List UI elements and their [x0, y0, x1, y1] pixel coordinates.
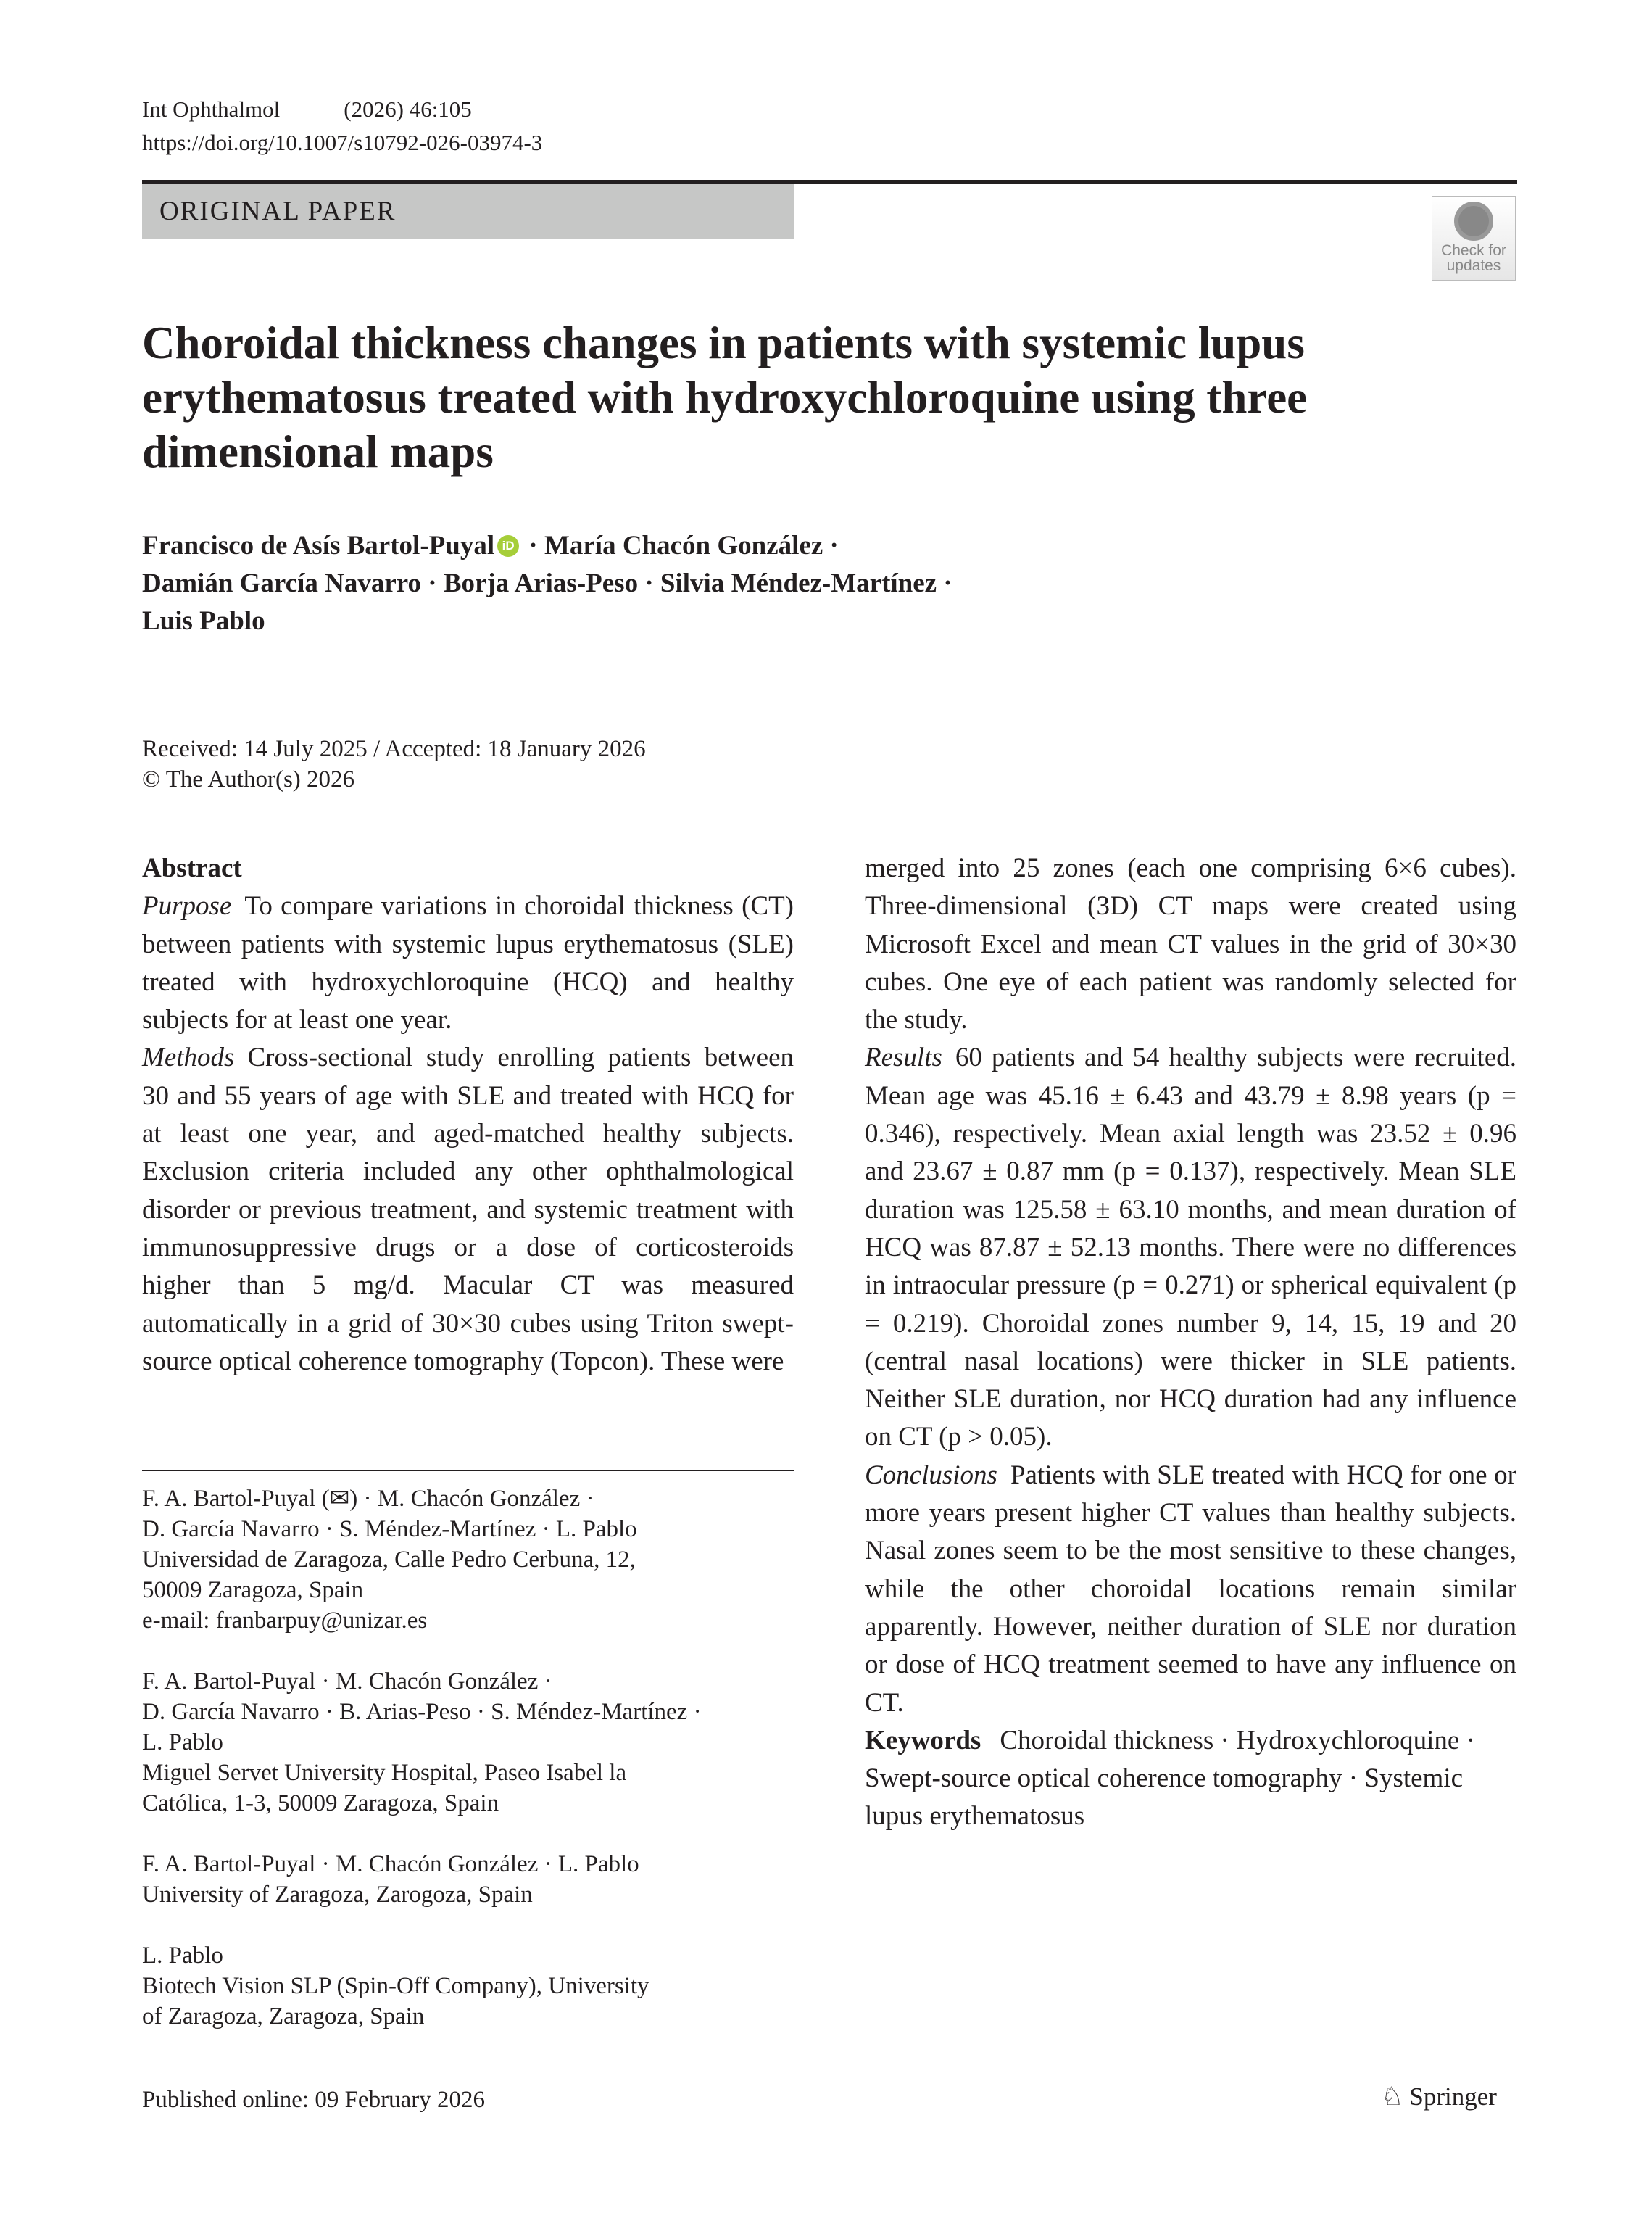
affiliation-line: L. Pablo — [142, 1942, 223, 1969]
crossmark-icon — [1454, 202, 1493, 241]
affiliation-line: of Zaragoza, Zaragoza, Spain — [142, 2003, 425, 2030]
affiliation-line: F. A. Bartol-Puyal · M. Chacón González · — [142, 1668, 552, 1695]
springer-horse-icon: ♘ — [1381, 2082, 1404, 2111]
doi-link[interactable]: https://doi.org/10.1007/s10792-026-03974-3 — [142, 130, 543, 155]
journal-name: Int Ophthalmol — [142, 96, 281, 122]
methods-text: Cross-sectional study enrolling patients between 30 and 55 years of age with SLE and treated with HCQ for at least one year, and aged-matched healthy subjects. Exclusion criteria included any other ophthalmological disorder or previous treatment, and systemic treatment with immunosuppressive drugs or a dose of corticosteroids higher than 5 mg/d. Macular CT was measured automatically in a grid of 30×30 cubes using Triton swept-source optical coherence tomography (Topcon). These were — [142, 1043, 794, 1376]
affiliation-group — [142, 1484, 794, 1636]
affiliation-line: e-mail: franbarpuy@unizar.es — [142, 1608, 428, 1634]
affiliation-group — [142, 1666, 794, 1819]
author-name: · María Chacón González · — [522, 531, 839, 560]
article-dates — [142, 734, 646, 795]
affiliation-line: Universidad de Zaragoza, Calle Pedro Cerbuna, 12, — [142, 1547, 636, 1573]
keywords-label: Keywords — [865, 1725, 981, 1755]
keywords — [865, 1722, 1516, 1836]
abstract-right-column — [865, 850, 1516, 1836]
affiliation-group — [142, 1849, 794, 1910]
methods-text-continued: merged into 25 zones (each one comprising 6×6 cubes). Three-dimensional (3D) CT maps were created using Microsoft Excel and mean CT values in the grid of 30×30 cubes. One eye of each patient was randomly selected for the study. — [865, 853, 1516, 1035]
affiliation-line: Biotech Vision SLP (Spin-Off Company), University — [142, 1973, 649, 1999]
abstract-methods — [142, 1039, 794, 1381]
results-text: 60 patients and 54 healthy subjects were recruited. Mean age was 45.16 ± 6.43 and 43.79 ± 8.98 years (p = 0.346), respectively. Mean axial length was 23.52 ± 0.96 and 23.67 ± 0.87 mm (p = 0.137), respectively. Mean SLE duration was 125.58 ± 63.10 months, and mean duration of HCQ was 87.87 ± 52.13 months. There were no differences in intraocular pressure (p = 0.271) or spherical equivalent (p = 0.219). Choroidal zones number 9, 14, 15, 19 and 20 (central nasal locations) were thicker in SLE patients. Neither SLE duration, nor HCQ duration had any influence on CT (p > 0.05). — [865, 1043, 1516, 1452]
affiliations — [142, 1484, 794, 2062]
affiliation-line: 50009 Zaragoza, Spain — [142, 1577, 364, 1603]
author-name[interactable]: Francisco de Asís Bartol-Puyal — [142, 531, 495, 560]
abstract-purpose — [142, 887, 794, 1039]
affiliation-line: F. A. Bartol-Puyal · M. Chacón González · L. Pablo — [142, 1851, 639, 1877]
abstract-left-column — [142, 850, 794, 1381]
publisher-logo — [1381, 2082, 1497, 2111]
affiliation-group — [142, 1940, 794, 2032]
abstract-heading: Abstract — [142, 853, 242, 883]
affiliation-line: Católica, 1-3, 50009 Zaragoza, Spain — [142, 1790, 499, 1816]
affiliation-line: Miguel Servet University Hospital, Paseo Isabel la — [142, 1760, 627, 1786]
orcid-icon[interactable]: iD — [497, 535, 519, 557]
article-type: ORIGINAL PAPER — [159, 196, 397, 226]
received-accepted: Received: 14 July 2025 / Accepted: 18 January 2026 — [142, 736, 646, 762]
footnote-rule — [142, 1470, 794, 1471]
publisher-name: Springer — [1409, 2082, 1497, 2111]
article-type-box — [142, 184, 794, 239]
paper-title: Choroidal thickness changes in patients with systemic lupus erythematosus treated with hydroxychloroquine using three dimensional maps — [142, 318, 1308, 477]
author-line: Luis Pablo — [142, 606, 265, 636]
purpose-label: Purpose — [142, 891, 232, 922]
badge-line-2: updates — [1446, 257, 1501, 274]
volume-info: (2026) 46:105 — [344, 96, 472, 122]
abstract-conclusions — [865, 1457, 1516, 1722]
check-for-updates-badge[interactable] — [1432, 196, 1516, 281]
affiliation-line: L. Pablo — [142, 1729, 223, 1755]
keywords-text: Choroidal thickness · Hydroxychloroquine · Swept-source optical coherence tomography · Systemic lupus erythematosus — [865, 1725, 1475, 1832]
affiliation-line: F. A. Bartol-Puyal (✉) · M. Chacón González · — [142, 1486, 594, 1512]
affiliation-line: D. García Navarro · B. Arias-Peso · S. Méndez-Martínez · — [142, 1699, 702, 1725]
conclusions-text: Patients with SLE treated with HCQ for one or more years present higher CT values than healthy subjects. Nasal zones seem to be the most sensitive to these changes, while the other choroidal locations remain similar apparently. However, neither duration of SLE nor duration or dose of HCQ treatment seemed to have any influence on CT. — [865, 1460, 1516, 1718]
author-list — [142, 527, 1374, 640]
purpose-text: To compare variations in choroidal thickness (CT) between patients with systemic lupus erythematosus (SLE) treated with hydroxychloroquine (HCQ) and healthy subjects for at least one year. — [142, 891, 794, 1035]
copyright: © The Author(s) 2026 — [142, 766, 355, 793]
abstract-results — [865, 1039, 1516, 1456]
affiliation-line: University of Zaragoza, Zarogoza, Spain — [142, 1882, 533, 1908]
badge-line-1: Check for — [1441, 242, 1506, 259]
methods-label: Methods — [142, 1043, 235, 1073]
results-label: Results — [865, 1043, 942, 1073]
affiliation-line: D. García Navarro · S. Méndez-Martínez · L. Pablo — [142, 1516, 637, 1542]
conclusions-label: Conclusions — [865, 1460, 997, 1490]
author-line: Damián García Navarro · Borja Arias-Peso · Silvia Méndez-Martínez · — [142, 568, 952, 598]
running-header — [142, 93, 542, 160]
published-online: Published online: 09 February 2026 — [142, 2087, 485, 2113]
